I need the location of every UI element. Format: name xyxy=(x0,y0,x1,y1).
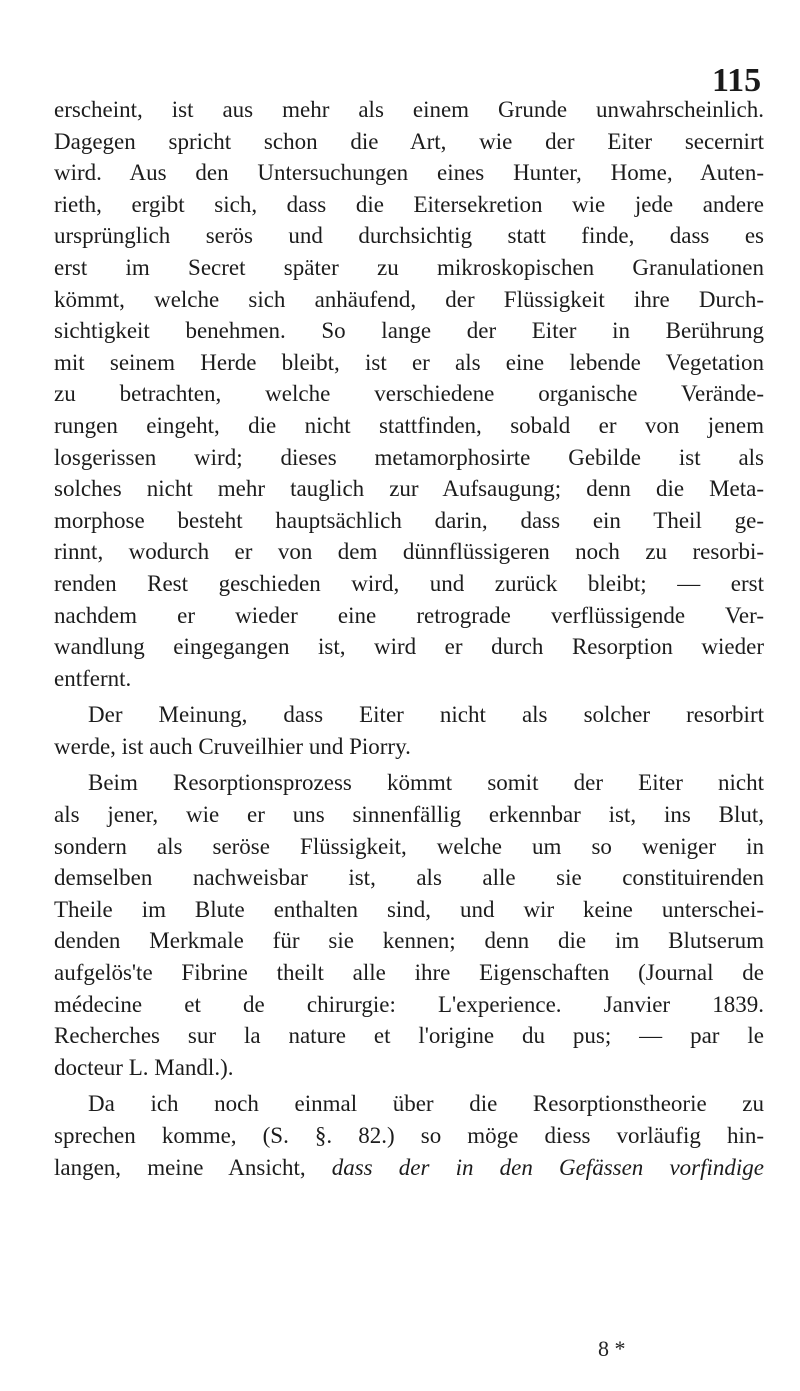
text-line: losgerissen wird; dieses metamorphosirte Gebilde ist als xyxy=(54,444,764,470)
body-text xyxy=(54,94,764,1183)
text-line: aufgelös'te Fibrine theilt alle ihre Eigenschaften (Journal de xyxy=(54,960,764,986)
text-line xyxy=(54,1152,764,1184)
text-line: denden Merkmale für sie kennen; denn die im Blutserum xyxy=(54,928,764,954)
text-line: Dagegen spricht schon die Art, wie der Eiter secernirt xyxy=(54,128,764,154)
text-line: demselben nachweisbar ist, als alle sie constituirenden xyxy=(54,865,764,891)
text-line: nachdem er wieder eine retrograde verflüssigende Ver- xyxy=(54,602,764,628)
text-line: mit seinem Herde bleibt, ist er als eine lebende Vegetation xyxy=(54,349,764,375)
text-line: sondern als seröse Flüssigkeit, welche um so weniger in xyxy=(54,833,764,859)
paragraph-3 xyxy=(54,767,764,1083)
text-line: sprechen komme, (S. §. 82.) so möge diess vorläufig hin- xyxy=(54,1123,764,1148)
paragraph-4 xyxy=(54,1088,764,1183)
text-line: Der Meinung, dass Eiter nicht als solcher resorbirt xyxy=(88,702,764,728)
text-line: erscheint, ist aus mehr als einem Grunde unwahrscheinlich. xyxy=(54,97,764,122)
text-line: Recherches sur la nature et l'origine du pus; — par le xyxy=(54,1023,764,1049)
text-line: wandlung eingegangen ist, wird er durch Resorption wieder xyxy=(54,634,764,660)
text-line: Theile im Blute enthalten sind, und wir keine unterschei- xyxy=(54,896,764,922)
text-line: rieth, ergibt sich, dass die Eitersekretion wie jede andere xyxy=(54,191,764,217)
text-line: morphose besteht hauptsächlich darin, dass ein Theil ge- xyxy=(54,507,764,533)
text-run: langen, meine Ansicht, xyxy=(54,1154,332,1180)
text-line: wird. Aus den Untersuchungen eines Hunter, Home, Auten- xyxy=(54,160,764,186)
text-line: sichtigkeit benehmen. So lange der Eiter in Berührung xyxy=(54,318,764,344)
paragraph-1 xyxy=(54,94,764,694)
text-line: erst im Secret später zu mikroskopischen Granulationen xyxy=(54,254,764,280)
text-line: Beim Resorptionsprozess kömmt somit der Eiter nicht xyxy=(88,770,764,796)
text-line: zu betrachten, welche verschiedene organische Verände- xyxy=(54,381,764,407)
paragraph-2 xyxy=(54,699,764,762)
text-line: médecine et de chirurgie: L'experience. Janvier 1839. xyxy=(54,991,764,1017)
text-line: entfernt. xyxy=(54,665,132,691)
text-line: als jener, wie er uns sinnenfällig erkennbar ist, ins Blut, xyxy=(54,802,764,828)
text-line: rungen eingeht, die nicht stattfinden, sobald er von jenem xyxy=(54,412,764,438)
sheet-signature: 8 * xyxy=(598,1336,626,1361)
text-line: Da ich noch einmal über die Resorptionstheorie zu xyxy=(88,1091,764,1117)
text-line: rinnt, wodurch er von dem dünnflüssigeren noch zu resorbi- xyxy=(54,539,764,565)
text-line: docteur L. Mandl.). xyxy=(54,1054,234,1080)
italic-run: dass der in den Gefässen vorfindige xyxy=(331,1154,764,1180)
text-line: werde, ist auch Cruveilhier und Piorry. xyxy=(54,733,411,759)
text-line: ursprünglich serös und durchsichtig statt finde, dass es xyxy=(54,223,764,249)
text-line: renden Rest geschieden wird, und zurück bleibt; — erst xyxy=(54,570,764,596)
page-number: 115 xyxy=(712,62,762,99)
text-line: kömmt, welche sich anhäufend, der Flüssigkeit ihre Durch- xyxy=(54,286,764,312)
text-line: solches nicht mehr tauglich zur Aufsaugung; denn die Meta- xyxy=(54,476,764,502)
